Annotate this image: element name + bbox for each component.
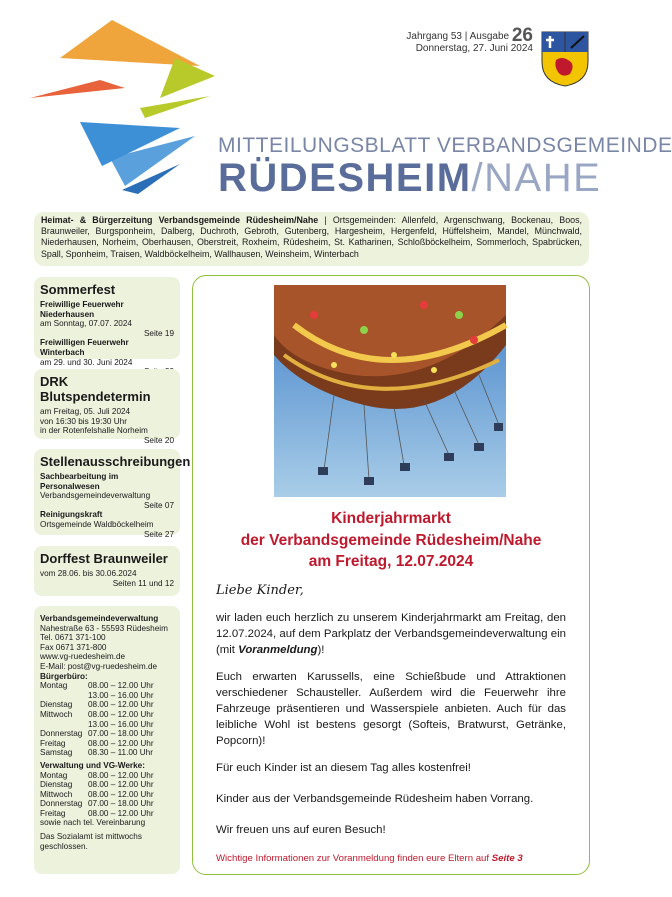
drk-date: am Freitag, 05. Juli 2024 [40,407,131,416]
stellen-title: Stellenausschreibungen [40,454,191,469]
hours-day: Dienstag [40,700,73,710]
stellen-entry2-page[interactable]: Seite 27 [143,529,174,539]
hours-time: 08.00 – 12.00 Uhr [88,700,154,710]
paragraph-2: Euch erwarten Karussells, eine Schießbude und Attraktionen verschiedener Schausteller. Außerdem wird die Feuerwehr ihre Fahrzeuge präsentieren und Wasserspiele anbieten. Auch für das leibliche Wohl ist bestens gesorgt (Softeis, Bratwurst, Getränke, Popcorn)! [216,671,566,747]
drk-box [34,369,180,445]
logo-graphic [30,18,215,198]
contact-mail[interactable]: E-Mail: post@vg-ruedesheim.de [40,661,158,671]
hours-day: Montag [40,770,68,780]
stellen-entry1-page[interactable]: Seite 07 [143,500,174,510]
sommerfest-entry2-date: am 29. und 30. Juni 2024 [40,357,133,367]
hours-row [40,720,174,730]
hours-row [40,780,174,790]
hours-time: 08.00 – 12.00 Uhr [88,681,154,691]
hours-day [40,691,88,701]
sommerfest-title: Sommerfest [40,282,116,297]
stellen-entry1-name: Sachbearbeitung im Personalwesen [40,472,119,491]
hours-time: 07.00 – 18.00 Uhr [88,729,154,739]
contact-address: Nahestraße 63 - 55593 Rüdesheim [40,623,168,633]
paragraph-5: Wir freuen uns auf euren Besuch! [216,824,386,836]
stellen-entry2-name: Reinigungskraft [40,510,103,520]
article-footnote [216,853,523,864]
stellen-entry1-org: Verbandsgemeindeverwaltung [40,491,151,501]
headline-line2: der Verbandsgemeinde Rüdesheim/Nahe [240,531,542,549]
hours-row [40,710,174,720]
hours-row [40,691,174,701]
hours-day: Samstag [40,748,73,758]
hours-day: Donnerstag [40,799,83,809]
hours-day: Mittwoch [40,709,73,719]
paragraph-1 [216,610,566,658]
hours-row [40,739,174,749]
hours-day: Dienstag [40,780,73,790]
banner-text: | Ortsgemeinden: Allenfeld, Argenschwang, Bockenau, Boos, Braunweiler, Burgsponheim, Dalberg, Duchroth, Gebroth, Gutenberg, Hargesheim, Hergenfeld, Hüffelsheim, Mandel, Münchwald, Niederhausen, Norheim, Oberhausen, Oberstreit, Roxheim, Rüdesheim, St. Katharinen, Schloßböckelheim, Sommerloch, Spabrücken, Spall, Sponheim, Traisen, Waldböckelheim, Wallhausen, Weinsheim, Winterbach [41,215,582,259]
verwaltung-hours [40,771,174,819]
p1-text-c: )! [317,644,325,656]
hours-row [40,790,174,800]
contact-fax: Fax 0671 371-800 [40,642,107,652]
hours-row [40,729,174,739]
sommerfest-entry2-name: Freiwilligen Feuerwehr Winterbach [40,338,129,357]
stellen-entry2-org: Ortsgemeinde Waldböckelheim [40,519,154,529]
masthead-subtitle: MITTEILUNGSBLATT VERBANDSGEMEINDE [218,134,672,157]
carousel-photo [274,285,506,497]
hours-time: 08.30 – 11.00 Uhr [88,748,153,758]
p1-text-a: wir laden euch herzlich zu unserem Kinderjahrmarkt am Freitag, den 12.07.2024, auf dem Parkplatz der Verbandsgemeindeverwaltung ein (mit [216,612,566,656]
sommerfest-entry1-date: am Sonntag, 07.07. 2024 [40,319,132,329]
footnote-page-link[interactable]: Seite 3 [491,853,523,864]
hours-row [40,748,174,758]
masthead-title [218,156,601,200]
dorffest-box [34,546,180,596]
hours-day: Freitag [40,808,66,818]
issue-info [406,25,533,55]
banner-lead: Heimat- & Bürgerzeitung Verbandsgemeinde Rüdesheim/Nahe [41,215,319,225]
drk-location: in der Rotenfelshalle Norheim [40,426,148,436]
headline-line1: Kinderjahrmarkt [331,510,451,527]
drk-page[interactable]: Seite 20 [143,435,174,445]
sommerfest-entry1-name: Freiwillige Feuerwehr Niederhausen [40,300,124,319]
hours-time: 08.00 – 12.00 Uhr [88,738,154,748]
sommerfest-box [34,277,180,367]
title-ruedesheim: RÜDESHEIM [218,156,472,200]
municipalities-banner [34,212,589,266]
vereinbarung-note: sowie nach tel. Vereinbarung [40,818,146,828]
paragraph-4: Kinder aus der Verbandsgemeinde Rüdesheim haben Vorrang. [216,793,534,805]
hours-row [40,771,174,781]
footnote-text: Wichtige Informationen zur Voranmeldung finden eure Eltern auf [216,853,492,864]
hours-time: 13.00 – 16.00 Uhr [88,719,154,729]
hours-day: Freitag [40,738,66,748]
contact-box [34,606,180,874]
greeting: Liebe Kinder, [216,583,304,598]
hours-time: 08.00 – 12.00 Uhr [88,789,154,799]
article-headline [192,508,590,573]
sommerfest-entry1-page[interactable]: Seite 19 [143,328,174,338]
sozialamt-note: Das Sozialamt ist mittwochs geschlossen. [40,832,142,851]
hours-row [40,700,174,710]
title-nahe: /NAHE [471,156,602,200]
coat-of-arms-icon [540,30,590,88]
hours-row [40,799,174,809]
jahrgang: Jahrgang 53 | Ausgabe [406,31,510,42]
dorffest-title: Dorffest Braunweiler [40,551,168,566]
hours-time: 08.00 – 12.00 Uhr [88,709,154,719]
hours-day: Montag [40,681,68,691]
buergerbuero-title: Bürgerbüro: [40,671,88,681]
hours-day: Mittwoch [40,789,73,799]
stellen-box [34,449,191,539]
hours-day: Donnerstag [40,729,83,739]
hours-time: 07.00 – 18.00 Uhr [88,799,154,809]
hours-time: 08.00 – 12.00 Uhr [88,770,154,780]
headline-line3: am Freitag, 12.07.2024 [308,553,474,570]
issue-date: Donnerstag, 27. Juni 2024 [415,43,533,54]
contact-web[interactable]: www.vg-ruedesheim.de [40,652,126,662]
hours-time: 08.00 – 12.00 Uhr [88,808,154,818]
p1-voranmeldung: Voranmeldung [238,644,318,656]
dorffest-pages[interactable]: Seiten 11 und 12 [112,578,174,588]
issue-number: 26 [511,25,533,46]
hours-row [40,809,174,819]
contact-name: Verbandsgemeindeverwaltung [40,614,159,623]
contact-tel: Tel. 0671 371-100 [40,633,106,643]
dorffest-date: vom 28.06. bis 30.06.2024 [40,569,137,578]
buergerbuero-hours [40,681,174,758]
hours-row [40,681,174,691]
paragraph-3: Für euch Kinder ist an diesem Tag alles kostenfrei! [216,762,471,774]
hours-day [40,720,88,730]
verwaltung-title: Verwaltung und VG-Werke: [40,760,145,770]
hours-time: 13.00 – 16.00 Uhr [88,690,154,700]
drk-title: DRK Blutspendetermin [40,374,151,404]
hours-time: 08.00 – 12.00 Uhr [88,780,154,790]
drk-time: von 16:30 bis 19:30 Uhr [40,416,127,426]
